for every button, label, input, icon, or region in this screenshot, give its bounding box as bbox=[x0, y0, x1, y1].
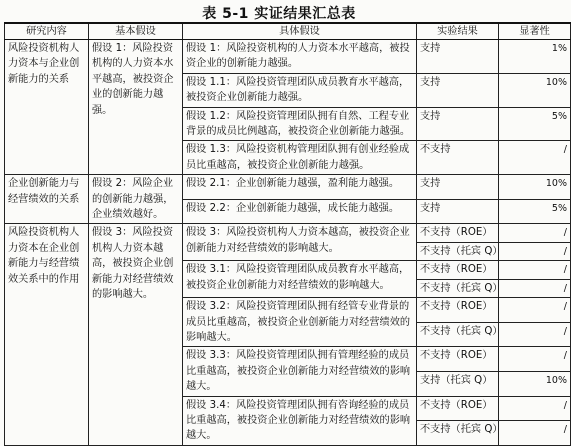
specific-hypothesis-cell: 假设 1.1：风险投资管理团队成员教育水平越高，被投资企业创新能力越强。 bbox=[183, 73, 417, 107]
basic-hypothesis-cell: 假设 2：风险企业的创新能力越强，企业绩效越好。 bbox=[89, 175, 183, 224]
specific-hypothesis-cell: 假设 3.2：风险投资管理团队拥有经管专业背景的成员比重越高，被投资企业创新能力对经营绩效的影响越大。 bbox=[183, 298, 417, 347]
research-content-cell: 风险投资机构人力资本与企业创新能力的关系 bbox=[5, 40, 89, 175]
header-row bbox=[5, 23, 571, 40]
result-cell: 不支持（ROE） bbox=[417, 261, 499, 279]
result-cell: 不支持（托宾 Q） bbox=[417, 421, 499, 446]
result-cell: 不支持 bbox=[417, 141, 499, 175]
header-specific-hypothesis: 具体假设 bbox=[183, 23, 417, 40]
result-cell: 不支持（托宾 Q） bbox=[417, 322, 499, 347]
significance-cell: / bbox=[499, 224, 571, 242]
result-cell: 支持（托宾 Q） bbox=[417, 371, 499, 396]
significance-cell: / bbox=[499, 322, 571, 347]
specific-hypothesis-cell: 假设 3.3：风险投资管理团队拥有管理经验的成员比重越高，被投资企业创新能力对经营绩效的影响越大。 bbox=[183, 347, 417, 396]
header-result: 实验结果 bbox=[417, 23, 499, 40]
significance-cell: 10% bbox=[499, 175, 571, 200]
significance-cell: / bbox=[499, 242, 571, 260]
header-significance: 显著性 bbox=[499, 23, 571, 40]
significance-cell: 10% bbox=[499, 73, 571, 107]
specific-hypothesis-cell: 假设 1.3：风险投资机构管理团队拥有创业经验成员比重越高，被投资企业创新能力越强。 bbox=[183, 141, 417, 175]
table-title: 表 5-1 实证结果汇总表 bbox=[202, 6, 356, 22]
result-cell: 支持 bbox=[417, 40, 499, 74]
research-content-cell: 风险投资机构人力资本在企业创新能力与经营绩效关系中的作用 bbox=[5, 224, 89, 445]
result-cell: 不支持（ROE） bbox=[417, 347, 499, 372]
significance-cell: / bbox=[499, 141, 571, 175]
significance-cell: / bbox=[499, 421, 571, 446]
significance-cell: / bbox=[499, 347, 571, 372]
result-cell: 不支持（托宾 Q） bbox=[417, 242, 499, 260]
significance-cell: 5% bbox=[499, 107, 571, 141]
results-table bbox=[4, 22, 571, 446]
specific-hypothesis-cell: 假设 2.1：企业创新能力越强，盈利能力越强。 bbox=[183, 175, 417, 200]
specific-hypothesis-cell: 假设 2.2：企业创新能力越强，成长能力越强。 bbox=[183, 199, 417, 224]
specific-hypothesis-cell: 假设 3.4：风险投资管理团队拥有咨询经验的成员比重越高，被投资企业创新能力对经营绩效的影响越大。 bbox=[183, 396, 417, 445]
specific-hypothesis-cell: 假设 3：风险投资机构人力资本越高，被投资企业创新能力对经营绩效的影响越大。 bbox=[183, 224, 417, 261]
research-content-cell: 企业创新能力与经营绩效的关系 bbox=[5, 175, 89, 224]
significance-cell: 5% bbox=[499, 199, 571, 224]
header-research-content: 研究内容 bbox=[5, 23, 89, 40]
table-row bbox=[5, 40, 571, 74]
significance-cell: 10% bbox=[499, 371, 571, 396]
specific-hypothesis-cell: 假设 3.1：风险投资管理团队成员教育水平越高，被投资企业创新能力对经营绩效的影响越大。 bbox=[183, 261, 417, 298]
result-cell: 支持 bbox=[417, 199, 499, 224]
result-cell: 不支持（托宾 Q） bbox=[417, 279, 499, 297]
significance-cell: / bbox=[499, 298, 571, 323]
significance-cell: / bbox=[499, 261, 571, 279]
result-cell: 不支持（ROE） bbox=[417, 298, 499, 323]
significance-cell: / bbox=[499, 279, 571, 297]
specific-hypothesis-cell: 假设 1：风险投资机构的人力资本水平越高，被投资企业的创新能力越强。 bbox=[183, 40, 417, 74]
specific-hypothesis-cell: 假设 1.2：风险投资管理团队拥有自然、工程专业背景的成员比例越高，被投资企业创新能力越强。 bbox=[183, 107, 417, 141]
basic-hypothesis-cell: 假设 1：风险投资机构的人力资本水平越高，被投资企业的创新能力越强。 bbox=[89, 40, 183, 175]
result-cell: 不支持（ROE） bbox=[417, 224, 499, 242]
result-cell: 支持 bbox=[417, 107, 499, 141]
result-cell: 支持 bbox=[417, 73, 499, 107]
table-row bbox=[5, 175, 571, 200]
significance-cell: / bbox=[499, 396, 571, 421]
table-row bbox=[5, 224, 571, 242]
header-basic-hypothesis: 基本假设 bbox=[89, 23, 183, 40]
basic-hypothesis-cell: 假设 3：风险投资机构人力资本越高，被投资企业创新能力对经营绩效的影响越大。 bbox=[89, 224, 183, 445]
result-cell: 不支持（ROE） bbox=[417, 396, 499, 421]
result-cell: 支持 bbox=[417, 175, 499, 200]
significance-cell: 1% bbox=[499, 40, 571, 74]
